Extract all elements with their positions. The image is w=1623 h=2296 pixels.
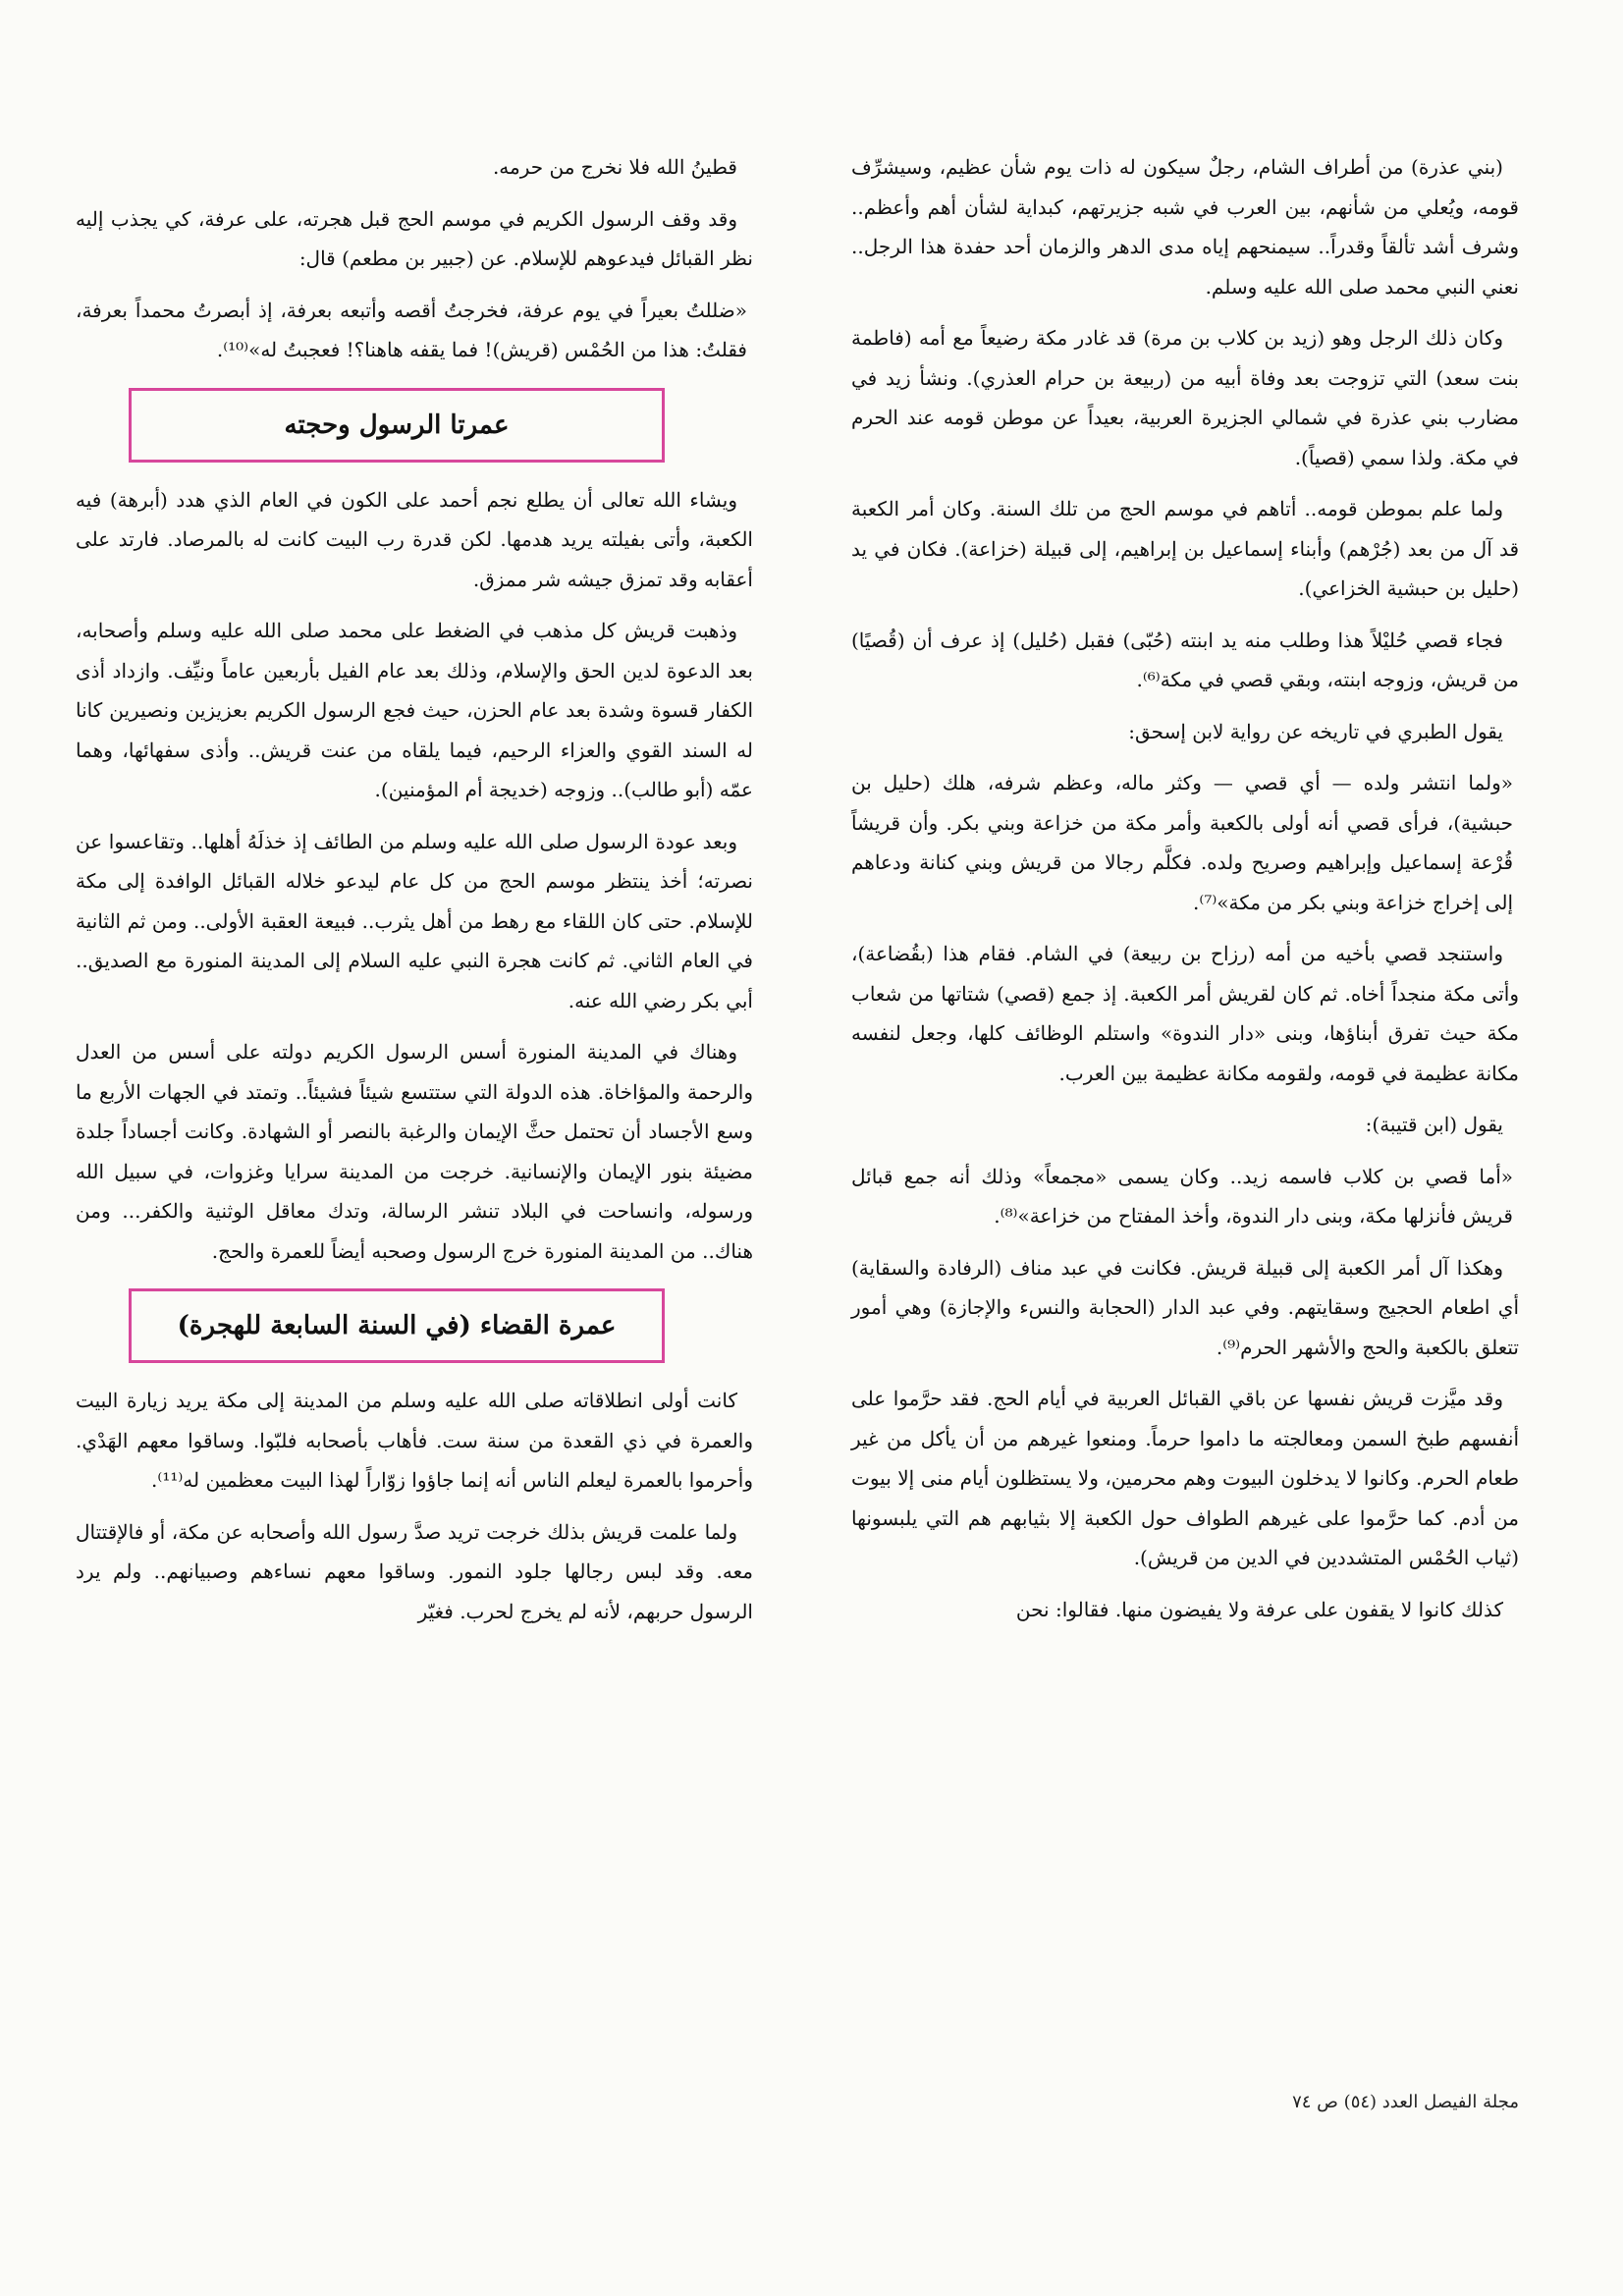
paragraph: يقول (ابن قتيبة):: [1365, 1113, 1503, 1136]
paragraph: يقول الطبري في تاريخه عن رواية لابن إسحق:: [1128, 719, 1503, 743]
left-column: [76, 147, 753, 1643]
paragraph: كذلك كانوا لا يقفون على عرفة ولا يفيضون منها. فقالوا: نحن: [1015, 1597, 1503, 1621]
section-heading: عمرتا الرسول وحجته: [129, 388, 665, 463]
paragraph: وهكذا آل أمر الكعبة إلى قبيلة قريش. فكانت في عبد مناف (الرفادة والسقاية) أي اطعام الحجيج وسقايتهم. وفي عبد الدار (الحجابة والنسء والإجازة) وهي أمور تتعلق بالكعبة والحج والأشهر الحرم⁽⁹⁾.: [851, 1255, 1519, 1359]
paragraph: وقد وقف الرسول الكريم في موسم الحج قبل هجرته، على عرفة، كي يجذب إليه نظر القبائل فيدعوهم للإسلام. عن (جبير بن مطعم) قال:: [76, 206, 753, 270]
paragraph: وذهبت قريش كل مذهب في الضغط على محمد صلى الله عليه وسلم وأصحابه، بعد الدعوة لدين الحق والإسلام، وذلك بعد عام الفيل بأربعين عاماً ونيِّف. وازداد أذى الكفار قسوة وشدة بعد عام الحزن، حيث فجع الرسول الكريم بعزيزين ونصيرين كانا له السند القوي والعزاء الرحيم، فيما يلقاه من عنت قريش.. وأذى سفهائها، وهما عمّه (أبو طالب).. وزوجه (خديجة أم المؤمنين).: [76, 619, 753, 801]
paragraph: (بني عذرة) من أطراف الشام، رجلٌ سيكون له ذات يوم شأن عظيم، وسيشرِّف قومه، ويُعلي من شأنهم، بين العرب في شبه جزيرتهم، كبداية لشأن أهم وأعظم.. وشرف أشد تألقاً وقدراً.. سيمنحهم إياه مدى الدهر والزمان أحد حفدة هذا الرجل.. نعني النبي محمد صلى الله عليه وسلم.: [851, 155, 1519, 299]
quote-paragraph: «ضللتُ بعيراً في يوم عرفة، فخرجتُ أقصه وأتبعه بعرفة، إذ أبصرتُ محمداً بعرفة، فقلتُ: هذا من الحُمْس (قريش)! فما يقفه هاهنا؟! فعجبتُ له»⁽¹⁰⁾.: [76, 298, 747, 361]
paragraph: فجاء قصي حُليْلاً هذا وطلب منه يد ابنته (حُبّى) فقبل (حُليل) إذ عرف أن (قُصيًا) من قريش، وزوجه ابنته، وبقي قصي في مكة⁽⁶⁾.: [851, 628, 1519, 691]
paragraph: وهناك في المدينة المنورة أسس الرسول الكريم دولته على أسس من العدل والرحمة والمؤاخاة. هذه الدولة التي ستتسع شيئاً فشيئاً.. وتمتد في الجهات الأربع ما وسع الأجساد أن تحتمل حثَّ الإيمان والرغبة بالنصر أو الشهادة. وكانت أجساداً جلدة مضيئة بنور الإيمان والإنسانية. خرجت من المدينة سرايا وغزوات، في سبيل الله ورسوله، وانساحت في البلاد تنشر الرسالة، وتدك معاقل الوثنية والكفر... ومن هناك.. من المدينة المنورة خرج الرسول وصحبه أيضاً للعمرة والحج.: [76, 1040, 753, 1263]
paragraph: وقد ميَّزت قريش نفسها عن باقي القبائل العربية في أيام الحج. فقد حرَّموا على أنفسهم طبخ السمن ومعالجته ما داموا حرماً. ومنعوا غيرهم من أن يأكل من غير طعام الحرم. وكانوا لا يدخلون البيوت وهم محرمين، ولا يستظلون أيام منى إلا بيوت من أدم. كما حرَّموا على غيرهم الطواف حول الكعبة إلا بثيابهم هم التي يلبسونها (ثياب الحُمْس المتشددين في الدين من قريش).: [851, 1387, 1519, 1569]
paragraph: وكان ذلك الرجل وهو (زيد بن كلاب بن مرة) قد غادر مكة رضيعاً مع أمه (فاطمة بنت سعد) التي تزوجت بعد وفاة أبيه من (ربيعة بن حرام العذري). ونشأ زيد في مضارب بني عذرة في شمالي الجزيرة العربية، بعيداً عن موطن قومه عند الحرم في مكة. ولذا سمي (قصياً).: [851, 326, 1519, 469]
paragraph: ويشاء الله تعالى أن يطلع نجم أحمد على الكون في العام الذي هدد (أبرهة) فيه الكعبة، وأتى بفيلته يريد هدمها. لكن قدرة رب البيت كانت له بالمرصاد. فارتد على أعقابه وقد تمزق جيشه شر ممزق.: [76, 487, 753, 591]
quote-paragraph: «أما قصي بن كلاب فاسمه زيد.. وكان يسمى «مجمعاً» وذلك أنه جمع قبائل قريش فأنزلها مكة، وبنى دار الندوة، وأخذ المفتاح من خزاعة»⁽⁸⁾.: [851, 1164, 1513, 1228]
section-heading: عمرة القضاء (في السنة السابعة للهجرة): [129, 1288, 665, 1363]
paragraph: ولما علم بموطن قومه.. أتاهم في موسم الحج من تلك السنة. وكان أمر الكعبة قد آل من بعد (جُرْهم) وأبناء إسماعيل بن إبراهيم، إلى قبيلة (خزاعة). فكان في يد (حليل بن حبشية الخزاعي).: [851, 497, 1519, 600]
paragraph: قطينُ الله فلا نخرج من حرمه.: [492, 155, 737, 179]
right-column: [851, 147, 1519, 1641]
page-footer: مجلة الفيصل العدد (٥٤) ص ٧٤: [1292, 2092, 1519, 2112]
quote-paragraph: «ولما انتشر ولده — أي قصي — وكثر ماله، وعظم شرفه، هلك (حليل بن حبشية)، فرأى قصي أنه أولى بالكعبة وأمر مكة من خزاعة وبني بكر. وأن قريشاً قُرْعة إسماعيل وإبراهيم وصريح ولده. فكلَّم رجالا من قريش وبني كنانة ودعاهم إلى إخراج خزاعة وبني بكر من مكة»⁽⁷⁾.: [851, 771, 1513, 914]
paragraph: ولما علمت قريش بذلك خرجت تريد صدَّ رسول الله وأصحابه عن مكة، أو فالإقتتال معه. وقد لبس رجالها جلود النمور. وساقوا معهم نساءهم وصبيانهم.. ولم يرد الرسول حربهم، لأنه لم يخرج لحرب. فغيّر: [76, 1519, 753, 1623]
paragraph: وبعد عودة الرسول صلى الله عليه وسلم من الطائف إذ خذلَهُ أهلها.. وتقاعسوا عن نصرته؛ أخذ ينتظر موسم الحج من كل عام ليدعو خلاله القبائل الوافدة إلى مكة للإسلام. حتى كان اللقاء مع رهط من أهل يثرب.. فبيعة العقبة الأولى.. ومن ثم الثانية في العام الثاني. ثم كانت هجرة النبي عليه السلام إلى المدينة المنورة مع الصديق.. أبي بكر رضي الله عنه.: [76, 829, 753, 1012]
paragraph: واستنجد قصي بأخيه من أمه (رزاح بن ربيعة) في الشام. فقام هذا (بقُضاعة)، وأتى مكة منجداً أخاه. ثم كان لقريش أمر الكعبة. إذ جمع (قصي) شتاتها من شعاب مكة حيث تفرق أبناؤها، وبنى «دار الندوة» واستلم الوظائف كلها، وجعل لنفسه مكانة عظيمة في قومه، ولقومه مكانة عظيمة بين العرب.: [851, 942, 1519, 1085]
paragraph: كانت أولى انطلاقاته صلى الله عليه وسلم من المدينة إلى مكة يريد زيارة البيت والعمرة في ذي القعدة من سنة ست. فأهاب بأصحابه فلبّوا. وساقوا معهم الهَدْي. وأحرموا بالعمرة ليعلم الناس أنه إنما جاؤوا زوّاراً لهذا البيت معظمين له⁽¹¹⁾.: [76, 1389, 753, 1492]
